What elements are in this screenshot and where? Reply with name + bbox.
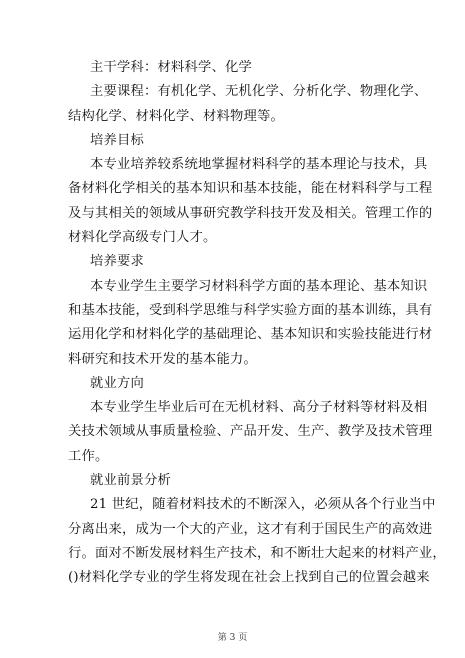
text-line: 和基本技能，受到科学思维与科学实验方面的基本训练，具有 <box>68 302 433 318</box>
text-line: 就业前景分析 <box>90 473 171 489</box>
text-line: 行。面对不断发展材料生产技术，和不断壮大起来的材料产业， <box>68 545 446 561</box>
text-line: 本专业学生主要学习材料科学方面的基本理论、基本知识 <box>90 278 428 294</box>
text-line: 及与其相关的领域从事研究教学科技开发及相关。管理工作的 <box>68 205 433 221</box>
text-line: 21 世纪，随着材料技术的不断深入，必须从各个行业当中 <box>90 497 436 513</box>
text-line: 材料化学高级专门人才。 <box>68 230 217 246</box>
text-line: 本专业学生毕业后可在无机材料、高分子材料等材料及相 <box>90 400 428 416</box>
text-line: 结构化学、材料化学、材料物理等。 <box>68 108 284 124</box>
text-line: ()材料化学专业的学生将发现在社会上找到自己的位置会越来 <box>68 570 430 586</box>
page-number: 第 3 页 <box>217 633 248 643</box>
text-line: 主要课程：有机化学、无机化学、分析化学、物理化学、 <box>90 84 428 100</box>
text-line: 料研究和技术开发的基本能力。 <box>68 351 257 367</box>
text-line: 运用化学和材料化学的基础理论、基本知识和实验技能进行材 <box>68 327 433 343</box>
document-body <box>68 56 446 591</box>
text-line: 关技术领域从事质量检验、产品开发、生产、教学及技术管理 <box>68 424 433 440</box>
text-line: 工作。 <box>68 448 109 464</box>
text-line: 就业方向 <box>90 375 144 391</box>
text-line: 备材料化学相关的基本知识和基本技能，能在材料科学与工程 <box>68 181 433 197</box>
text-line: 培养要求 <box>90 254 144 270</box>
text-line: 本专业培养较系统地掌握材料科学的基本理论与技术，具 <box>90 157 428 173</box>
text-line: 分离出来，成为一个大的产业，这才有利于国民生产的高效进 <box>68 521 433 537</box>
text-line: 培养目标 <box>90 132 144 148</box>
text-line: 主干学科：材料科学、化学 <box>90 60 252 75</box>
